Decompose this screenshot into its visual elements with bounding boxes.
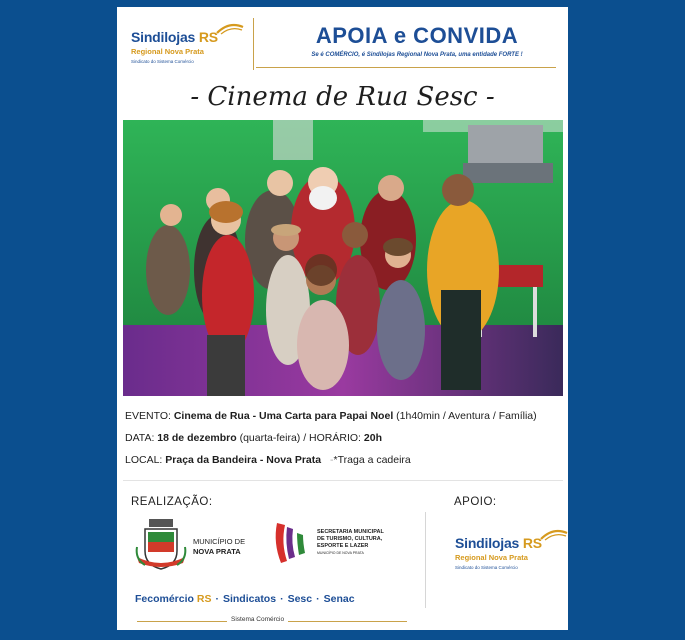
location-value: Praça da Bandeira - Nova Prata: [165, 454, 322, 466]
sesc-logo: Sesc: [287, 593, 313, 605]
sindilojas-swoosh-icon: [539, 529, 569, 541]
location-note: *Traga a cadeira: [333, 454, 411, 466]
event-line: EVENTO: Cinema de Rua - Uma Carta para Papai Noel (1h40min / Aventura / Família): [125, 410, 537, 422]
event-name: Cinema de Rua - Uma Carta para Papai Noel: [173, 410, 394, 422]
realizacao-label: REALIZAÇÃO:: [131, 496, 213, 508]
logo-title: Sindilojas RS: [131, 29, 218, 45]
sistema-comercio-logos: Fecomércio RS · Sindicatos · Sesc · Senac: [135, 593, 355, 605]
apoio-sindilojas-logo: [455, 535, 565, 580]
municipio-label: MUNICÍPIO DE NOVA PRATA: [193, 537, 246, 556]
logo-regional: Regional Nova Prata: [131, 47, 204, 56]
flyer-card: [117, 7, 568, 630]
header-divider: [253, 18, 254, 70]
movie-still-photo: [123, 120, 563, 396]
flyer-header: [117, 7, 568, 75]
fecomercio-logo: Fecomércio RS: [135, 593, 212, 605]
header-rule: [256, 67, 556, 68]
apoio-logo-title: Sindilojas RS: [455, 535, 542, 551]
event-title: - Cinema de Rua Sesc -: [190, 82, 495, 112]
apoio-logo-regional: Regional Nova Prata: [455, 553, 528, 562]
logo-tagline: Sindicato do Sistema Comércio: [131, 59, 194, 64]
sindilojas-swoosh-icon: [215, 23, 245, 35]
footer-divider: [123, 480, 563, 481]
apoio-logo-tagline: Sindicato do Sistema Comércio: [455, 565, 518, 570]
secretaria-mark-icon: [273, 519, 313, 567]
senac-logo: Senac: [323, 593, 355, 605]
apoia-subtitle: Se é COMÉRCIO, é Sindilojas Regional Nova Prata, uma entidade FORTE !: [311, 52, 523, 58]
sistema-comercio-label: Sistema Comércio: [227, 616, 288, 623]
apoia-title: APOIA e CONVIDA: [315, 23, 519, 48]
date-line: DATA: 18 de dezembro (quarta-feira) / HORÁRIO: 20h: [125, 432, 382, 444]
location-line: LOCAL: Praça da Bandeira - Nova Prata -*Traga a cadeira: [125, 454, 411, 466]
sindicatos-logo: Sindicatos: [222, 593, 277, 605]
apoio-label: APOIO:: [454, 496, 497, 508]
municipal-crest-icon: [135, 517, 187, 573]
time-value: 20h: [363, 432, 382, 444]
event-extra: (1h40min / Aventura / Família): [396, 410, 537, 422]
date-value: 18 de dezembro: [157, 432, 237, 444]
footer-vertical-divider: [425, 512, 426, 608]
sindilojas-logo: [131, 23, 241, 68]
secretaria-label: SECRETARIA MUNICIPAL DE TURISMO, CULTURA, ESPORTE E LAZER MUNICÍPIO DE NOVA PRATA: [317, 529, 384, 555]
